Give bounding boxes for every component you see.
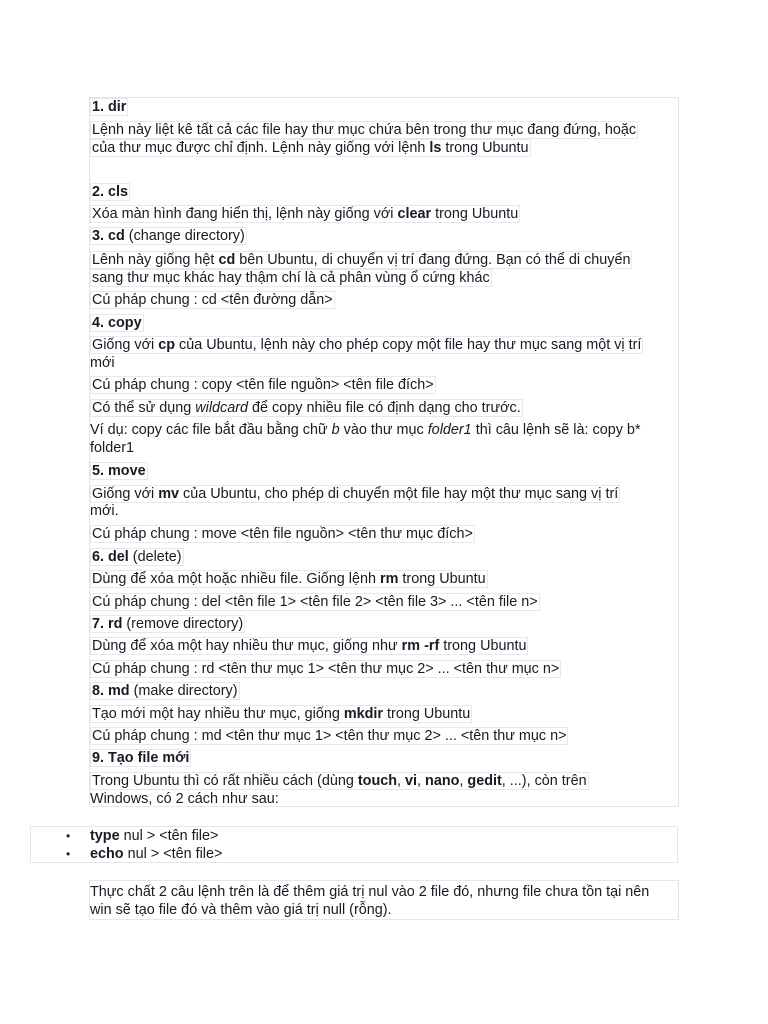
paragraph: Dùng để xóa một hoặc nhiều file. Giống lệnh rm trong Ubuntu [92,571,486,587]
section-heading-new-file: 9. Tạo file mới [92,750,190,766]
paragraph: của thư mục được chỉ định. Lệnh này giống với lệnh ls trong Ubuntu [92,140,529,156]
bullet-icon: • [66,829,71,843]
paragraph-final: Thực chất 2 câu lệnh trên là để thêm giá trị nul vào 2 file đó, nhưng file chưa tồn tại nên [90,884,650,900]
syntax-line: Cú pháp chung : md <tên thư mục 1> <tên thư mục 2> ... <tên thư mục n> [92,728,567,744]
syntax-line: Cú pháp chung : move <tên file nguồn> <tên thư mục đích> [92,526,473,542]
section-heading-rd: 7. rd (remove directory) [92,616,244,632]
syntax-line: Cú pháp chung : copy <tên file nguồn> <tên file đích> [92,377,434,393]
section-heading-dir: 1. dir [92,99,127,115]
section-heading-md: 8. md (make directory) [92,683,238,699]
paragraph: mới. [90,503,119,519]
paragraph-wildcard: Có thể sử dụng wildcard để copy nhiều file có định dạng cho trước. [92,400,521,416]
paragraph: Windows, có 2 cách như sau: [90,791,279,807]
paragraph: mới [90,355,115,371]
paragraph: Giống với cp của Ubuntu, lệnh này cho phép copy một file hay thư mục sang một vị trí [92,337,642,353]
paragraph-example-cont: folder1 [90,440,135,456]
section-heading-cls: 2. cls [92,184,129,200]
section-heading-del: 6. del (delete) [92,549,182,565]
syntax-line: Cú pháp chung : del <tên file 1> <tên file 2> <tên file 3> ... <tên file n> [92,594,538,610]
paragraph-example: Ví dụ: copy các file bắt đầu bằng chữ b vào thư mục folder1 thì câu lệnh sẽ là: copy b* [90,422,641,438]
paragraph: Tạo mới một hay nhiều thư mục, giống mkdir trong Ubuntu [92,706,471,722]
paragraph: sang thư mục khác hay thậm chí là cả phân vùng ổ cứng khác [92,270,490,286]
section-heading-copy: 4. copy [92,315,142,331]
paragraph: Trong Ubuntu thì có rất nhiều cách (dùng touch, vi, nano, gedit, ...), còn trên [92,773,587,789]
paragraph: Giống với mv của Ubuntu, cho phép di chuyển một file hay một thư mục sang vị trí [92,486,619,502]
syntax-line: Cú pháp chung : rd <tên thư mục 1> <tên thư mục 2> ... <tên thư mục n> [92,661,560,677]
section-heading-cd: 3. cd (change directory) [92,228,245,244]
paragraph: Xóa màn hình đang hiển thị, lệnh này giống với clear trong Ubuntu [92,206,519,222]
document-main-box [89,97,679,807]
paragraph: Dùng để xóa một hay nhiều thư mục, giống như rm -rf trong Ubuntu [92,638,527,654]
paragraph: Lênh này giống hệt cd bên Ubuntu, di chuyển vị trí đang đứng. Bạn có thể di chuyển [92,252,631,268]
paragraph: Lệnh này liệt kê tất cả các file hay thư mục chứa bên trong thư mục đang đứng, hoặc [92,122,637,138]
bullet-icon: • [66,847,71,861]
list-item: type nul > <tên file> [90,828,219,844]
syntax-line: Cú pháp chung : cd <tên đường dẫn> [92,292,333,308]
list-item: echo nul > <tên file> [90,846,223,862]
section-heading-move: 5. move [92,463,146,479]
paragraph-final: win sẽ tạo file đó và thêm vào giá trị null (rỗng). [90,902,392,918]
